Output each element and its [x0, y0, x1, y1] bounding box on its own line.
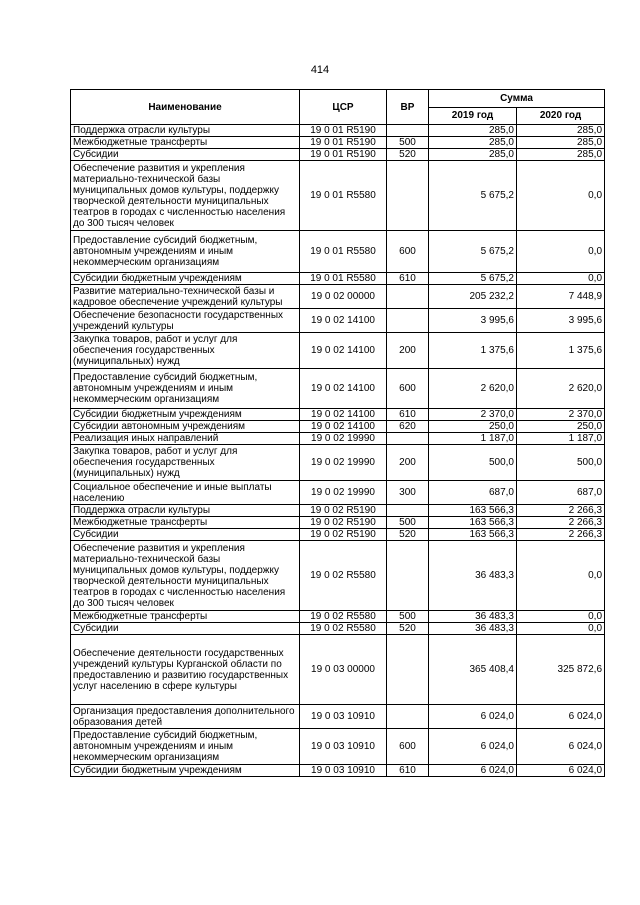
table-row — [71, 333, 605, 369]
row-name: Предоставление субсидий бюджетным, автономным учреждениям и иным некоммерческим организациям — [71, 231, 300, 273]
row-sum-2019: 5 675,2 — [429, 273, 517, 285]
row-sum-2019: 5 675,2 — [429, 231, 517, 273]
row-sum-2019: 365 408,4 — [429, 635, 517, 705]
row-name: Реализация иных направлений — [71, 433, 300, 445]
row-sum-2020: 285,0 — [517, 125, 605, 137]
row-sum-2019: 250,0 — [429, 421, 517, 433]
row-csr: 19 0 02 14100 — [300, 421, 387, 433]
row-sum-2019: 500,0 — [429, 445, 517, 481]
page-number — [0, 64, 640, 76]
table-row — [71, 161, 605, 231]
row-sum-2019: 163 566,3 — [429, 529, 517, 541]
row-vr: 500 — [387, 611, 429, 623]
row-sum-2020: 6 024,0 — [517, 765, 605, 777]
row-sum-2019: 285,0 — [429, 125, 517, 137]
table-row — [71, 729, 605, 765]
row-csr: 19 0 02 R5190 — [300, 529, 387, 541]
table-row — [71, 505, 605, 517]
row-sum-2019: 687,0 — [429, 481, 517, 505]
row-sum-2020: 7 448,9 — [517, 285, 605, 309]
row-vr: 610 — [387, 409, 429, 421]
row-csr: 19 0 03 10910 — [300, 705, 387, 729]
row-csr: 19 0 02 19990 — [300, 481, 387, 505]
row-sum-2020: 0,0 — [517, 161, 605, 231]
row-sum-2020: 0,0 — [517, 611, 605, 623]
table-body — [71, 125, 605, 777]
table-row — [71, 409, 605, 421]
row-sum-2019: 285,0 — [429, 149, 517, 161]
row-vr: 500 — [387, 137, 429, 149]
row-csr: 19 0 02 00000 — [300, 285, 387, 309]
row-sum-2020: 2 370,0 — [517, 409, 605, 421]
row-csr: 19 0 02 19990 — [300, 433, 387, 445]
row-vr: 520 — [387, 529, 429, 541]
row-sum-2020: 250,0 — [517, 421, 605, 433]
row-csr: 19 0 02 14100 — [300, 333, 387, 369]
row-csr: 19 0 02 14100 — [300, 309, 387, 333]
row-sum-2020: 0,0 — [517, 231, 605, 273]
row-csr: 19 0 03 10910 — [300, 729, 387, 765]
row-vr: 200 — [387, 445, 429, 481]
table-row — [71, 445, 605, 481]
row-csr: 19 0 01 R5190 — [300, 137, 387, 149]
row-name: Межбюджетные трансферты — [71, 611, 300, 623]
row-name: Межбюджетные трансферты — [71, 517, 300, 529]
budget-table — [70, 89, 605, 777]
row-csr: 19 0 02 14100 — [300, 369, 387, 409]
table-row — [71, 635, 605, 705]
row-sum-2019: 2 620,0 — [429, 369, 517, 409]
row-sum-2020: 2 266,3 — [517, 517, 605, 529]
row-sum-2019: 6 024,0 — [429, 765, 517, 777]
row-csr: 19 0 01 R5580 — [300, 161, 387, 231]
table-row — [71, 309, 605, 333]
row-vr: 620 — [387, 421, 429, 433]
row-name: Обеспечение деятельности государственных учреждений культуры Курганской области по предоставлению и развитию государственных услуг населению в сфере культуры — [71, 635, 300, 705]
row-csr: 19 0 03 10910 — [300, 765, 387, 777]
row-csr: 19 0 03 00000 — [300, 635, 387, 705]
header-csr: ЦСР — [300, 90, 387, 125]
header-vr: ВР — [387, 90, 429, 125]
table-row — [71, 517, 605, 529]
table-row — [71, 433, 605, 445]
table-row — [71, 125, 605, 137]
row-vr — [387, 125, 429, 137]
row-name: Поддержка отрасли культуры — [71, 125, 300, 137]
row-vr — [387, 285, 429, 309]
row-sum-2020: 500,0 — [517, 445, 605, 481]
table-row — [71, 273, 605, 285]
row-name: Субсидии бюджетным учреждениям — [71, 765, 300, 777]
row-name: Организация предоставления дополнительного образования детей — [71, 705, 300, 729]
row-sum-2019: 36 483,3 — [429, 623, 517, 635]
row-sum-2020: 285,0 — [517, 149, 605, 161]
row-sum-2020: 1 187,0 — [517, 433, 605, 445]
row-vr: 600 — [387, 369, 429, 409]
table-row — [71, 285, 605, 309]
row-csr: 19 0 02 R5580 — [300, 541, 387, 611]
row-name: Обеспечение безопасности государственных учреждений культуры — [71, 309, 300, 333]
row-sum-2020: 2 266,3 — [517, 529, 605, 541]
row-name: Развитие материально-технической базы и кадровое обеспечение учреждений культуры — [71, 285, 300, 309]
row-name: Закупка товаров, работ и услуг для обеспечения государственных (муниципальных) нужд — [71, 333, 300, 369]
row-vr — [387, 161, 429, 231]
header-year-2019: 2019 год — [429, 107, 517, 125]
row-sum-2019: 1 375,6 — [429, 333, 517, 369]
row-sum-2020: 325 872,6 — [517, 635, 605, 705]
row-sum-2020: 2 266,3 — [517, 505, 605, 517]
row-vr: 300 — [387, 481, 429, 505]
table-row — [71, 149, 605, 161]
header-name: Наименование — [71, 90, 300, 125]
row-vr — [387, 309, 429, 333]
row-name: Субсидии автономным учреждениям — [71, 421, 300, 433]
row-sum-2019: 1 187,0 — [429, 433, 517, 445]
table-row — [71, 421, 605, 433]
row-sum-2020: 6 024,0 — [517, 729, 605, 765]
row-sum-2019: 5 675,2 — [429, 161, 517, 231]
row-csr: 19 0 02 R5580 — [300, 623, 387, 635]
row-sum-2020: 3 995,6 — [517, 309, 605, 333]
table-row — [71, 369, 605, 409]
row-sum-2019: 163 566,3 — [429, 517, 517, 529]
table-row — [71, 765, 605, 777]
row-name: Социальное обеспечение и иные выплаты населению — [71, 481, 300, 505]
row-vr: 520 — [387, 149, 429, 161]
row-csr: 19 0 01 R5580 — [300, 231, 387, 273]
row-vr: 200 — [387, 333, 429, 369]
table-row — [71, 137, 605, 149]
row-csr: 19 0 02 R5190 — [300, 517, 387, 529]
row-sum-2020: 285,0 — [517, 137, 605, 149]
table-row — [71, 541, 605, 611]
table-row — [71, 611, 605, 623]
row-vr: 600 — [387, 231, 429, 273]
row-sum-2019: 36 483,3 — [429, 611, 517, 623]
row-csr: 19 0 01 R5580 — [300, 273, 387, 285]
row-name: Предоставление субсидий бюджетным, автономным учреждениям и иным некоммерческим организациям — [71, 729, 300, 765]
row-sum-2019: 2 370,0 — [429, 409, 517, 421]
header-sum: Сумма — [429, 90, 605, 108]
row-name: Обеспечение развития и укрепления материально-технической базы муниципальных домов культуры, поддержку творческой деятельности муниципальных театров в городах с численностью населения до 300 тысяч человек — [71, 161, 300, 231]
row-vr — [387, 433, 429, 445]
row-csr: 19 0 02 R5190 — [300, 505, 387, 517]
row-vr: 500 — [387, 517, 429, 529]
row-sum-2019: 36 483,3 — [429, 541, 517, 611]
row-sum-2019: 285,0 — [429, 137, 517, 149]
row-vr — [387, 635, 429, 705]
row-csr: 19 0 02 R5580 — [300, 611, 387, 623]
row-vr: 520 — [387, 623, 429, 635]
row-vr — [387, 705, 429, 729]
table-row — [71, 529, 605, 541]
row-name: Субсидии — [71, 149, 300, 161]
row-vr — [387, 541, 429, 611]
table-row — [71, 481, 605, 505]
row-name: Субсидии — [71, 623, 300, 635]
row-csr: 19 0 01 R5190 — [300, 125, 387, 137]
row-name: Межбюджетные трансферты — [71, 137, 300, 149]
row-csr: 19 0 02 19990 — [300, 445, 387, 481]
row-vr: 600 — [387, 729, 429, 765]
page-number-text: 414 — [310, 64, 330, 76]
row-name: Субсидии бюджетным учреждениям — [71, 409, 300, 421]
row-sum-2020: 6 024,0 — [517, 705, 605, 729]
table-row — [71, 623, 605, 635]
row-sum-2019: 3 995,6 — [429, 309, 517, 333]
row-sum-2019: 6 024,0 — [429, 705, 517, 729]
row-vr — [387, 505, 429, 517]
row-sum-2019: 163 566,3 — [429, 505, 517, 517]
row-vr: 610 — [387, 273, 429, 285]
table-header — [71, 90, 605, 125]
row-name: Предоставление субсидий бюджетным, автономным учреждениям и иным некоммерческим организациям — [71, 369, 300, 409]
row-sum-2019: 6 024,0 — [429, 729, 517, 765]
row-name: Обеспечение развития и укрепления материально-технической базы муниципальных домов культуры, поддержку творческой деятельности муниципальных театров в городах с численностью населения до 300 тысяч человек — [71, 541, 300, 611]
row-csr: 19 0 02 14100 — [300, 409, 387, 421]
row-sum-2020: 0,0 — [517, 541, 605, 611]
row-name: Закупка товаров, работ и услуг для обеспечения государственных (муниципальных) нужд — [71, 445, 300, 481]
row-sum-2019: 205 232,2 — [429, 285, 517, 309]
row-sum-2020: 687,0 — [517, 481, 605, 505]
row-sum-2020: 0,0 — [517, 623, 605, 635]
row-csr: 19 0 01 R5190 — [300, 149, 387, 161]
row-sum-2020: 0,0 — [517, 273, 605, 285]
row-name: Субсидии бюджетным учреждениям — [71, 273, 300, 285]
header-year-2020: 2020 год — [517, 107, 605, 125]
row-name: Поддержка отрасли культуры — [71, 505, 300, 517]
row-vr: 610 — [387, 765, 429, 777]
row-name: Субсидии — [71, 529, 300, 541]
row-sum-2020: 1 375,6 — [517, 333, 605, 369]
row-sum-2020: 2 620,0 — [517, 369, 605, 409]
table-row — [71, 705, 605, 729]
table-row — [71, 231, 605, 273]
